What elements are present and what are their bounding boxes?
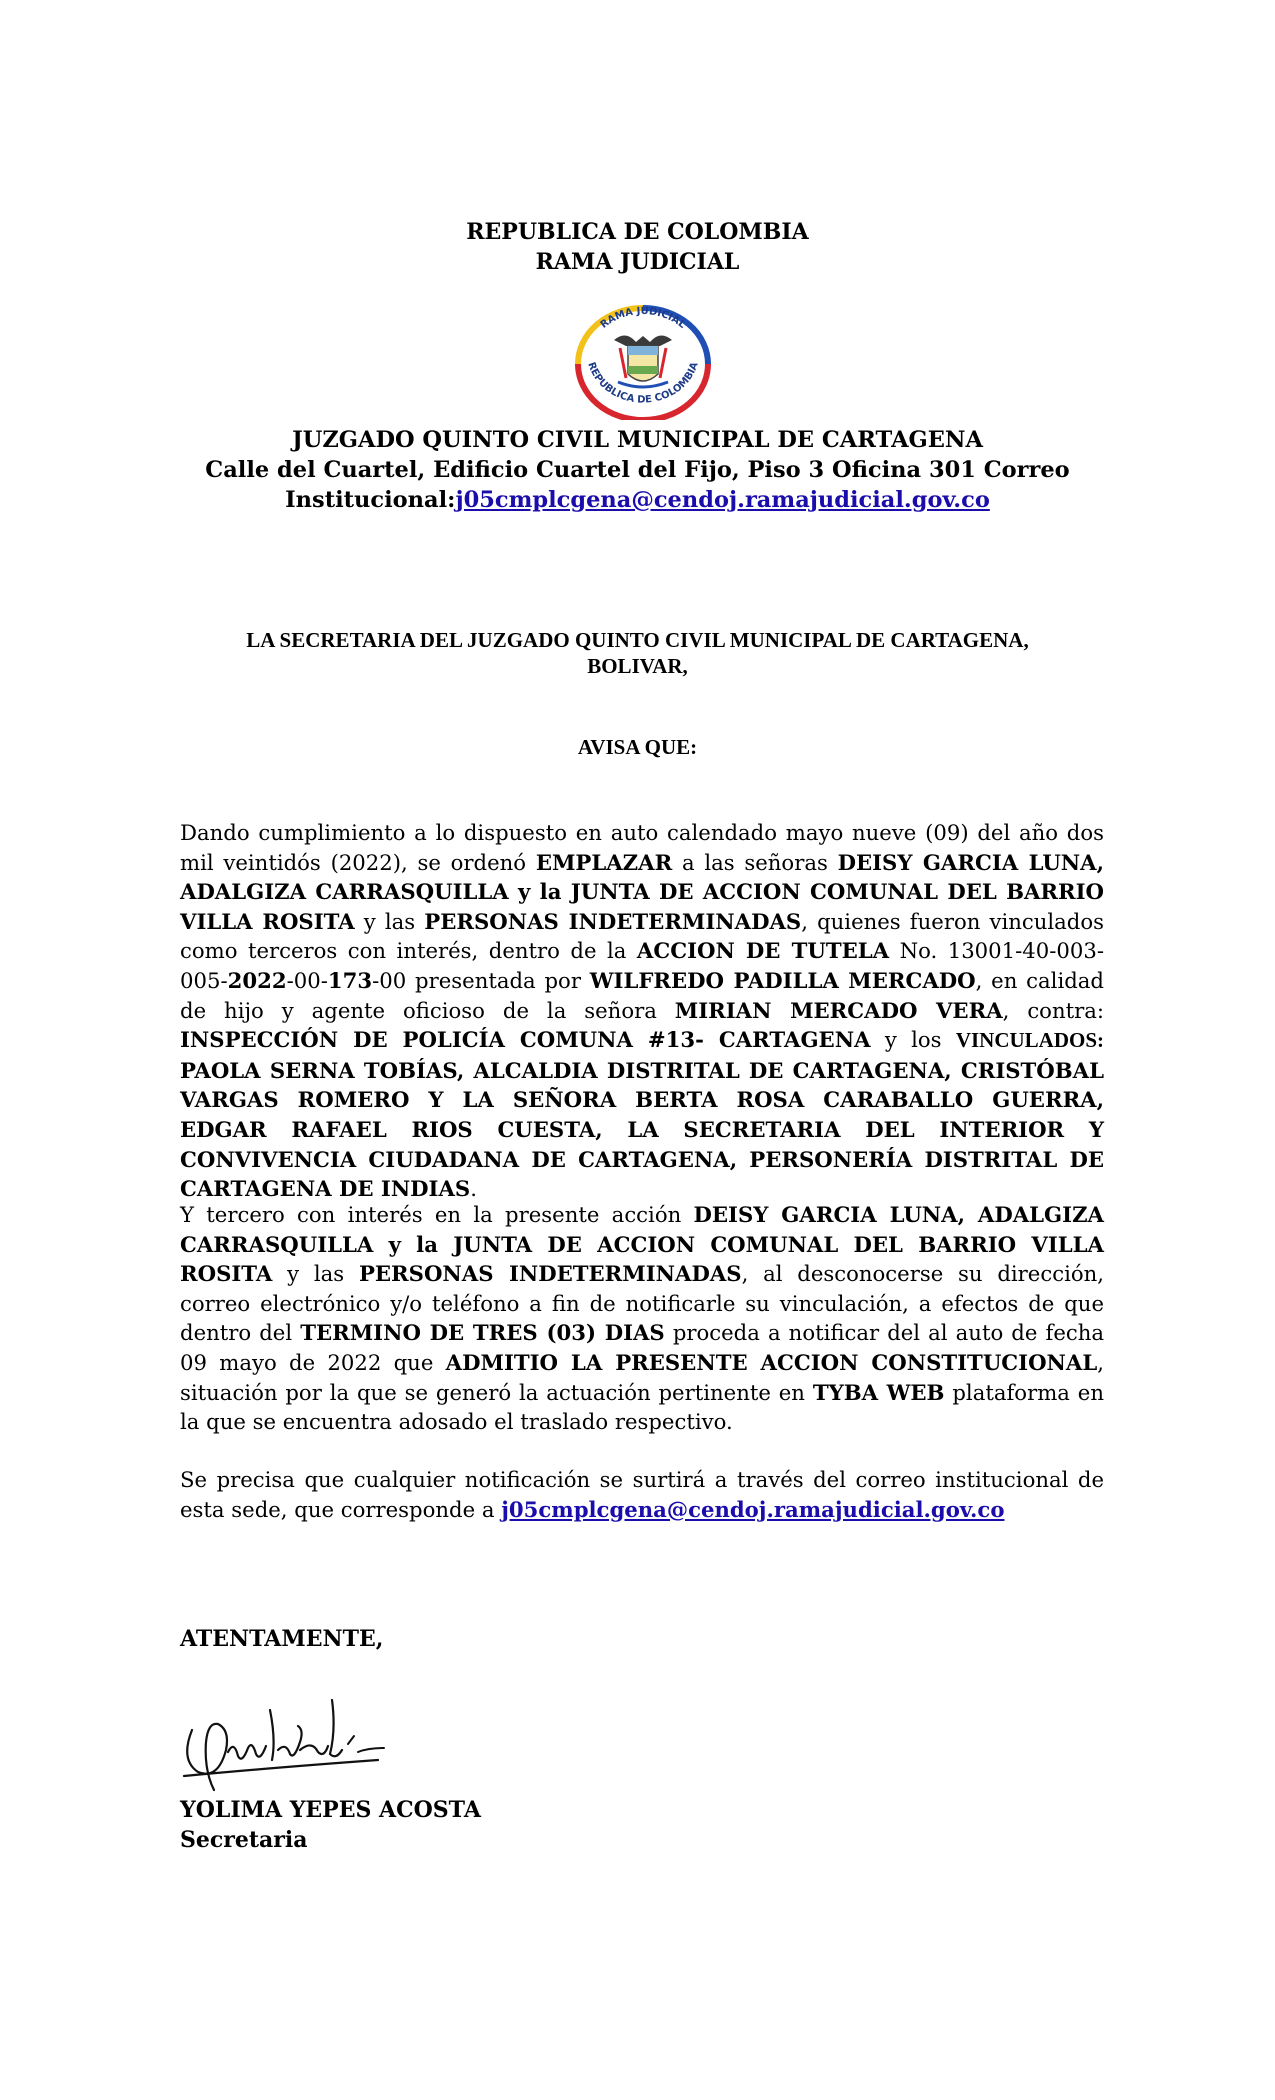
rama-judicial-seal-icon (564, 296, 722, 420)
svg-text:REPUBLICA DE COLOMBIA: REPUBLICA DE COLOMBIA (585, 360, 701, 406)
signer-name: YOLIMA YEPES ACOSTA (180, 1797, 481, 1823)
notice-title-line1: LA SECRETARIA DEL JUZGADO QUINTO CIVIL MUNICIPAL DE CARTAGENA, (246, 628, 1029, 652)
handwritten-signature-icon (178, 1690, 388, 1800)
paragraph-notificacion: Se precisa que cualquier notificación se surtirá a través del correo institucional de esta sede, que corresponde a j05cmplcgena@cendoj.ramajudicial.gov.co (180, 1467, 1104, 1522)
svg-text:RAMA JUDICIAL: RAMA JUDICIAL (598, 305, 688, 331)
institutional-label: Institucional: (285, 487, 456, 513)
notice-title-line2: BOLIVAR, (587, 654, 688, 678)
court-address: Calle del Cuartel, Edificio Cuartel del Fijo, Piso 3 Oficina 301 Correo (205, 457, 1070, 483)
paragraph-tercero: Y tercero con interés en la presente acción DEISY GARCIA LUNA, ADALGIZA CARRASQUILLA y la JUNTA DE ACCION COMUNAL DEL BARRIO VILLA ROSITA y las PERSONAS INDETERMINADAS, al desconocerse su dirección, correo electrónico y/o teléfono a fin de notificarle su vinculación, a efectos de que dentro del TERMINO DE TRES (03) DIAS proceda a notificar del al auto de fecha 09 mayo de 2022 que ADMITIO LA PRESENTE ACCION CONSTITUCIONAL, situación por la que se generó la actuación pertinente en TYBA WEB plataforma en la que se encuentra adosado el traslado respectivo. (180, 1202, 1105, 1435)
closing-atentamente: ATENTAMENTE, (180, 1626, 384, 1652)
header-branch: RAMA JUDICIAL (535, 249, 740, 275)
institutional-email-line (0, 485, 1275, 515)
signer-role: Secretaria (180, 1827, 308, 1853)
institutional-email-link[interactable]: j05cmplcgena@cendoj.ramajudicial.gov.co (455, 487, 990, 513)
header-country: REPUBLICA DE COLOMBIA (466, 219, 809, 245)
notification-email-link[interactable]: j05cmplcgena@cendoj.ramajudicial.gov.co (501, 1496, 1005, 1522)
court-name: JUZGADO QUINTO CIVIL MUNICIPAL DE CARTAGENA (292, 427, 983, 453)
coat-of-arms-icon (614, 335, 672, 387)
notice-avisa: AVISA QUE: (577, 735, 698, 759)
paragraph-emplazamiento: Dando cumplimiento a lo dispuesto en auto calendado mayo nueve (09) del año dos mil veintidós (2022), se ordenó EMPLAZAR a las señoras DEISY GARCIA LUNA, ADALGIZA CARRASQUILLA y la JUNTA DE ACCION COMUNAL DEL BARRIO VILLA ROSITA y las PERSONAS INDETERMINADAS, quienes fueron vinculados como terceros con interés, dentro de la ACCION DE TUTELA No. 13001-40-003-005-2022-00-173-00 presentada por WILFREDO PADILLA MERCADO, en calidad de hijo y agente oficioso de la señora MIRIAN MERCADO VERA, contra: INSPECCIÓN DE POLICÍA COMUNA #13- CARTAGENA y los VINCULADOS: PAOLA SERNA TOBÍAS, ALCALDIA DISTRITAL DE CARTAGENA, CRISTÓBAL VARGAS ROMERO Y LA SEÑORA BERTA ROSA CARABALLO GUERRA, EDGAR RAFAEL RIOS CUESTA, LA SECRETARIA DEL INTERIOR Y CONVIVENCIA CIUDADANA DE CARTAGENA, PERSONERÍA DISTRITAL DE CARTAGENA DE INDIAS. (180, 820, 1105, 1202)
